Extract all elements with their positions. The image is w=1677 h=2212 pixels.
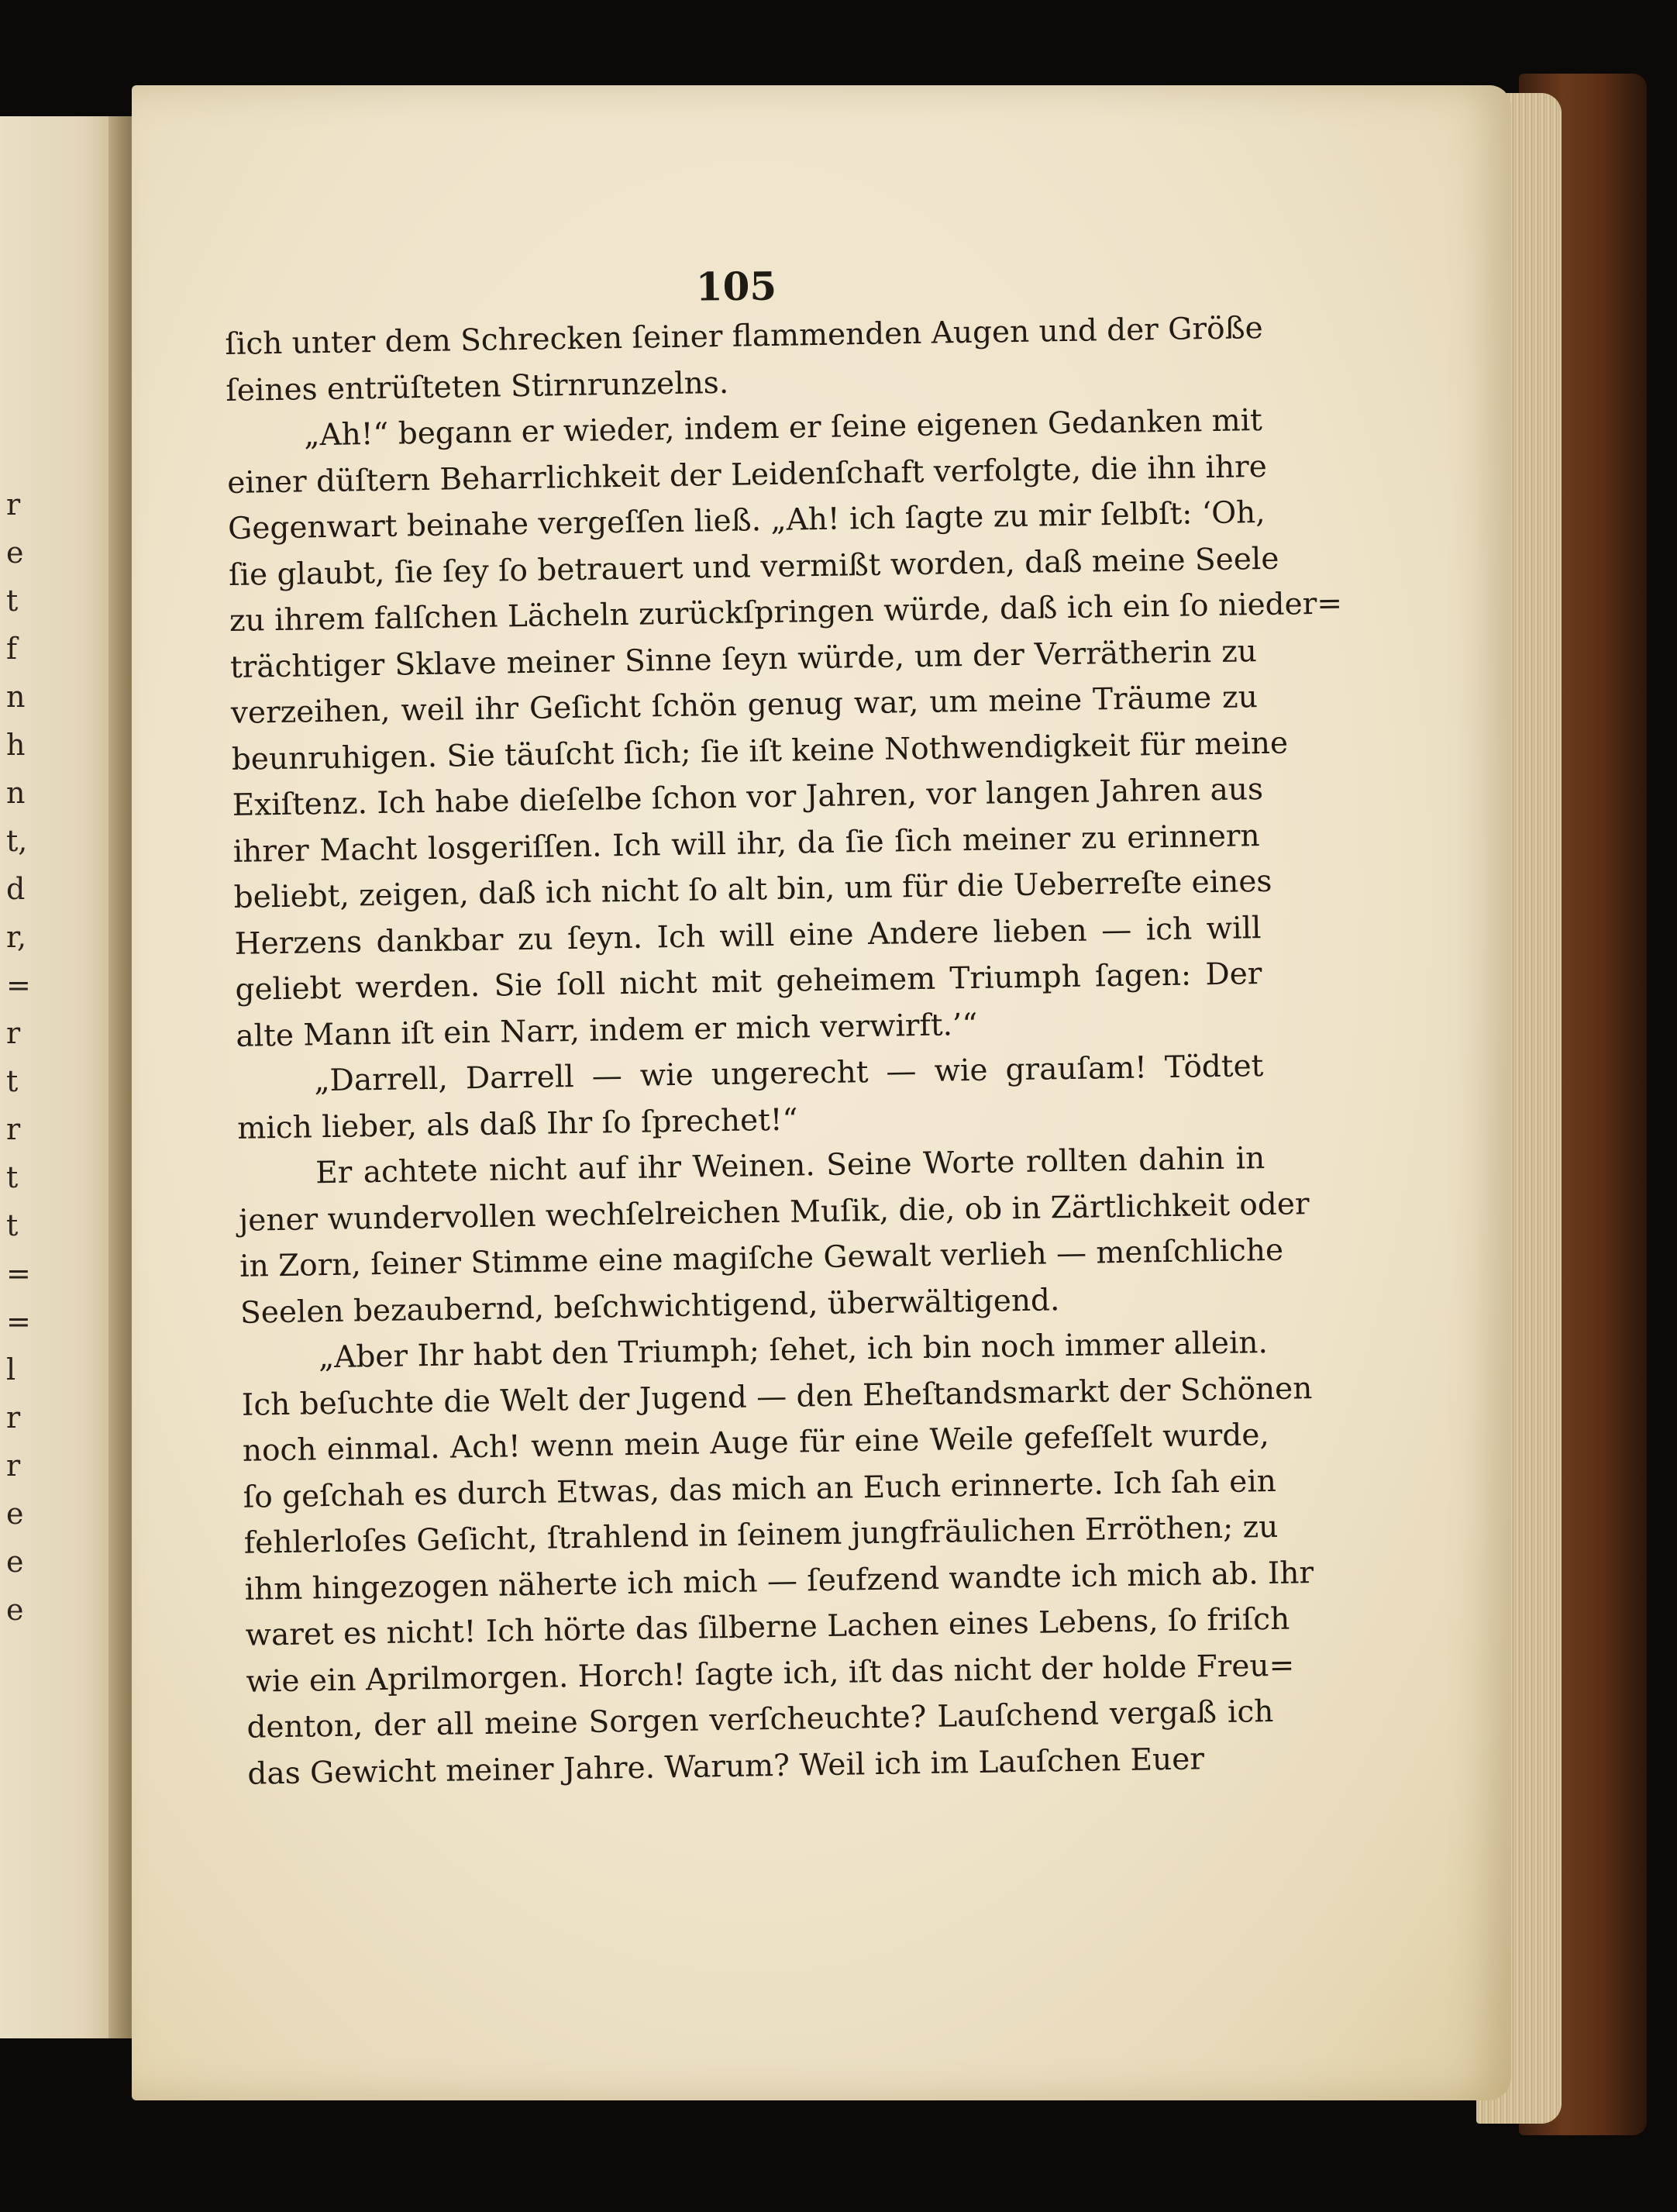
left-fragment-char: l: [6, 1352, 16, 1387]
text-line: Exiſtenz. Ich habe dieſelbe ſchon vor Jahren, vor langen Jahren aus: [232, 772, 1264, 823]
text-line: zu ihrem falſchen Lächeln zurückſpringen würde, daß ich ein ſo nieder=: [229, 586, 1343, 639]
left-fragment-char: r: [6, 488, 21, 522]
text-line: beliebt, zeigen, daß ich nicht ſo alt bin, um für die Ueberreſte eines: [233, 863, 1272, 915]
page-body-text: [225, 305, 1343, 1797]
paragraph: [236, 1043, 1265, 1152]
left-fragment-char: r: [6, 1449, 21, 1483]
text-line: Ich beſuchte die Welt der Jugend — den Eheſtandsmarkt der Schönen: [241, 1370, 1313, 1423]
text-line: waret es nicht! Ich hörte das ſilberne Lachen eines Lebens, ſo friſch: [245, 1601, 1290, 1653]
paragraph: [225, 305, 1263, 414]
left-fragment-char: =: [6, 968, 31, 1002]
text-line: Seelen bezaubernd, beſchwichtigend, überwältigend.: [239, 1282, 1060, 1331]
left-page-text-fragments: [6, 481, 37, 1634]
text-line: das Gewicht meiner Jahre. Warum? Weil ich im Lauſchen Euer: [247, 1741, 1205, 1792]
text-line: ihm hingezogen näherte ich mich — ſeufzend wandte ich mich ab. Ihr: [244, 1555, 1314, 1607]
text-line: „Ah!“ begann er wieder, indem er ſeine eigenen Gedanken mit: [303, 402, 1263, 453]
left-fragment-char: =: [6, 1256, 31, 1290]
paragraph: [226, 398, 1343, 1059]
left-fragment-char: n: [6, 680, 26, 714]
text-line: ſich unter dem Schrecken ſeiner flammenden Augen und der Größe: [225, 310, 1263, 362]
text-line: „Darrell, Darrell — wie ungerecht — wie grauſam! Tödtet: [314, 1049, 1264, 1099]
left-fragment-char: r: [6, 1112, 21, 1146]
text-line: denton, der all meine Sorgen verſcheuchte? Lauſchend vergaß ich: [246, 1693, 1274, 1745]
paragraph: [238, 1135, 1310, 1336]
left-fragment-char: h: [6, 728, 26, 762]
text-line: alte Mann iſt ein Narr, indem er mich verwirft.’“: [236, 1007, 978, 1054]
text-line: in Zorn, ſeiner Stimme eine magiſche Gewalt verlieh — menſchliche: [239, 1232, 1284, 1284]
text-line: wie ein Aprilmorgen. Horch! ſagte ich, iſt das nicht der holde Freu=: [246, 1648, 1295, 1700]
left-fragment-char: d: [6, 872, 26, 906]
left-fragment-char: r: [6, 1016, 21, 1050]
text-line: geliebt werden. Sie ſoll nicht mit geheimem Triumph ſagen: Der: [235, 956, 1262, 1008]
left-page-fragment: [0, 116, 116, 2038]
paragraph: [241, 1320, 1314, 1797]
left-fragment-char: =: [6, 1304, 31, 1339]
text-line: Herzens dankbar zu ſeyn. Ich will eine Andere lieben — ich will: [234, 910, 1262, 962]
text-line: ſo geſchah es durch Etwas, das mich an Euch erinnerte. Ich ſah ein: [243, 1463, 1277, 1515]
left-fragment-char: e: [6, 1545, 24, 1579]
left-fragment-char: t: [6, 584, 19, 618]
left-fragment-char: e: [6, 536, 24, 570]
left-fragment-char: r: [6, 1401, 21, 1435]
left-fragment-char: t: [6, 1064, 19, 1098]
text-line: verzeihen, weil ihr Geſicht ſchön genug war, um meine Träume zu: [230, 680, 1259, 731]
text-line: „Aber Ihr habt den Triumph; ſehet, ich bin noch immer allein.: [318, 1325, 1269, 1376]
left-fragment-char: f: [6, 632, 18, 666]
left-fragment-char: t: [6, 1208, 19, 1242]
text-line: ſeines entrüſteten Stirnrunzelns.: [226, 365, 729, 408]
text-line: ihrer Macht losgeriſſen. Ich will ihr, da ſie ſich meiner zu erinnern: [232, 818, 1260, 870]
left-fragment-char: e: [6, 1497, 24, 1531]
text-line: trächtiger Sklave meiner Sinne ſeyn würde, um der Verrätherin zu: [229, 633, 1258, 685]
left-fragment-char: n: [6, 776, 26, 810]
left-fragment-char: r,: [6, 920, 27, 954]
text-line: mich lieber, als daß Ihr ſo ſprechet!“: [236, 1102, 798, 1146]
text-line: beunruhigen. Sie täuſcht ſich; ſie iſt keine Nothwendigkeit für meine: [231, 725, 1289, 777]
text-line: ſie glaubt, ſie ſey ſo betrauert und vermißt worden, daß meine Seele: [228, 541, 1279, 593]
left-fragment-char: e: [6, 1593, 24, 1627]
page-number: 105: [695, 263, 777, 310]
text-line: noch einmal. Ach! wenn mein Auge für eine Weile gefeſſelt wurde,: [242, 1418, 1270, 1469]
left-fragment-char: t,: [6, 824, 28, 858]
text-line: einer düſtern Beharrlichkeit der Leidenſchaft verfolgte, die ihn ihre: [226, 449, 1268, 501]
left-fragment-char: t: [6, 1160, 19, 1194]
text-line: jener wundervollen wechſelreichen Muſik, die, ob in Zärtlichkeit oder: [238, 1186, 1310, 1239]
text-line: Gegenwart beinahe vergeſſen ließ. „Ah! ich ſagte zu mir ſelbſt: ‘Oh,: [227, 494, 1265, 546]
text-line: fehlerloſes Geſicht, ſtrahlend in ſeinem jungfräulichen Erröthen; zu: [243, 1509, 1279, 1561]
text-line: Er achtete nicht auf ihr Weinen. Seine Worte rollten dahin in: [315, 1141, 1265, 1191]
